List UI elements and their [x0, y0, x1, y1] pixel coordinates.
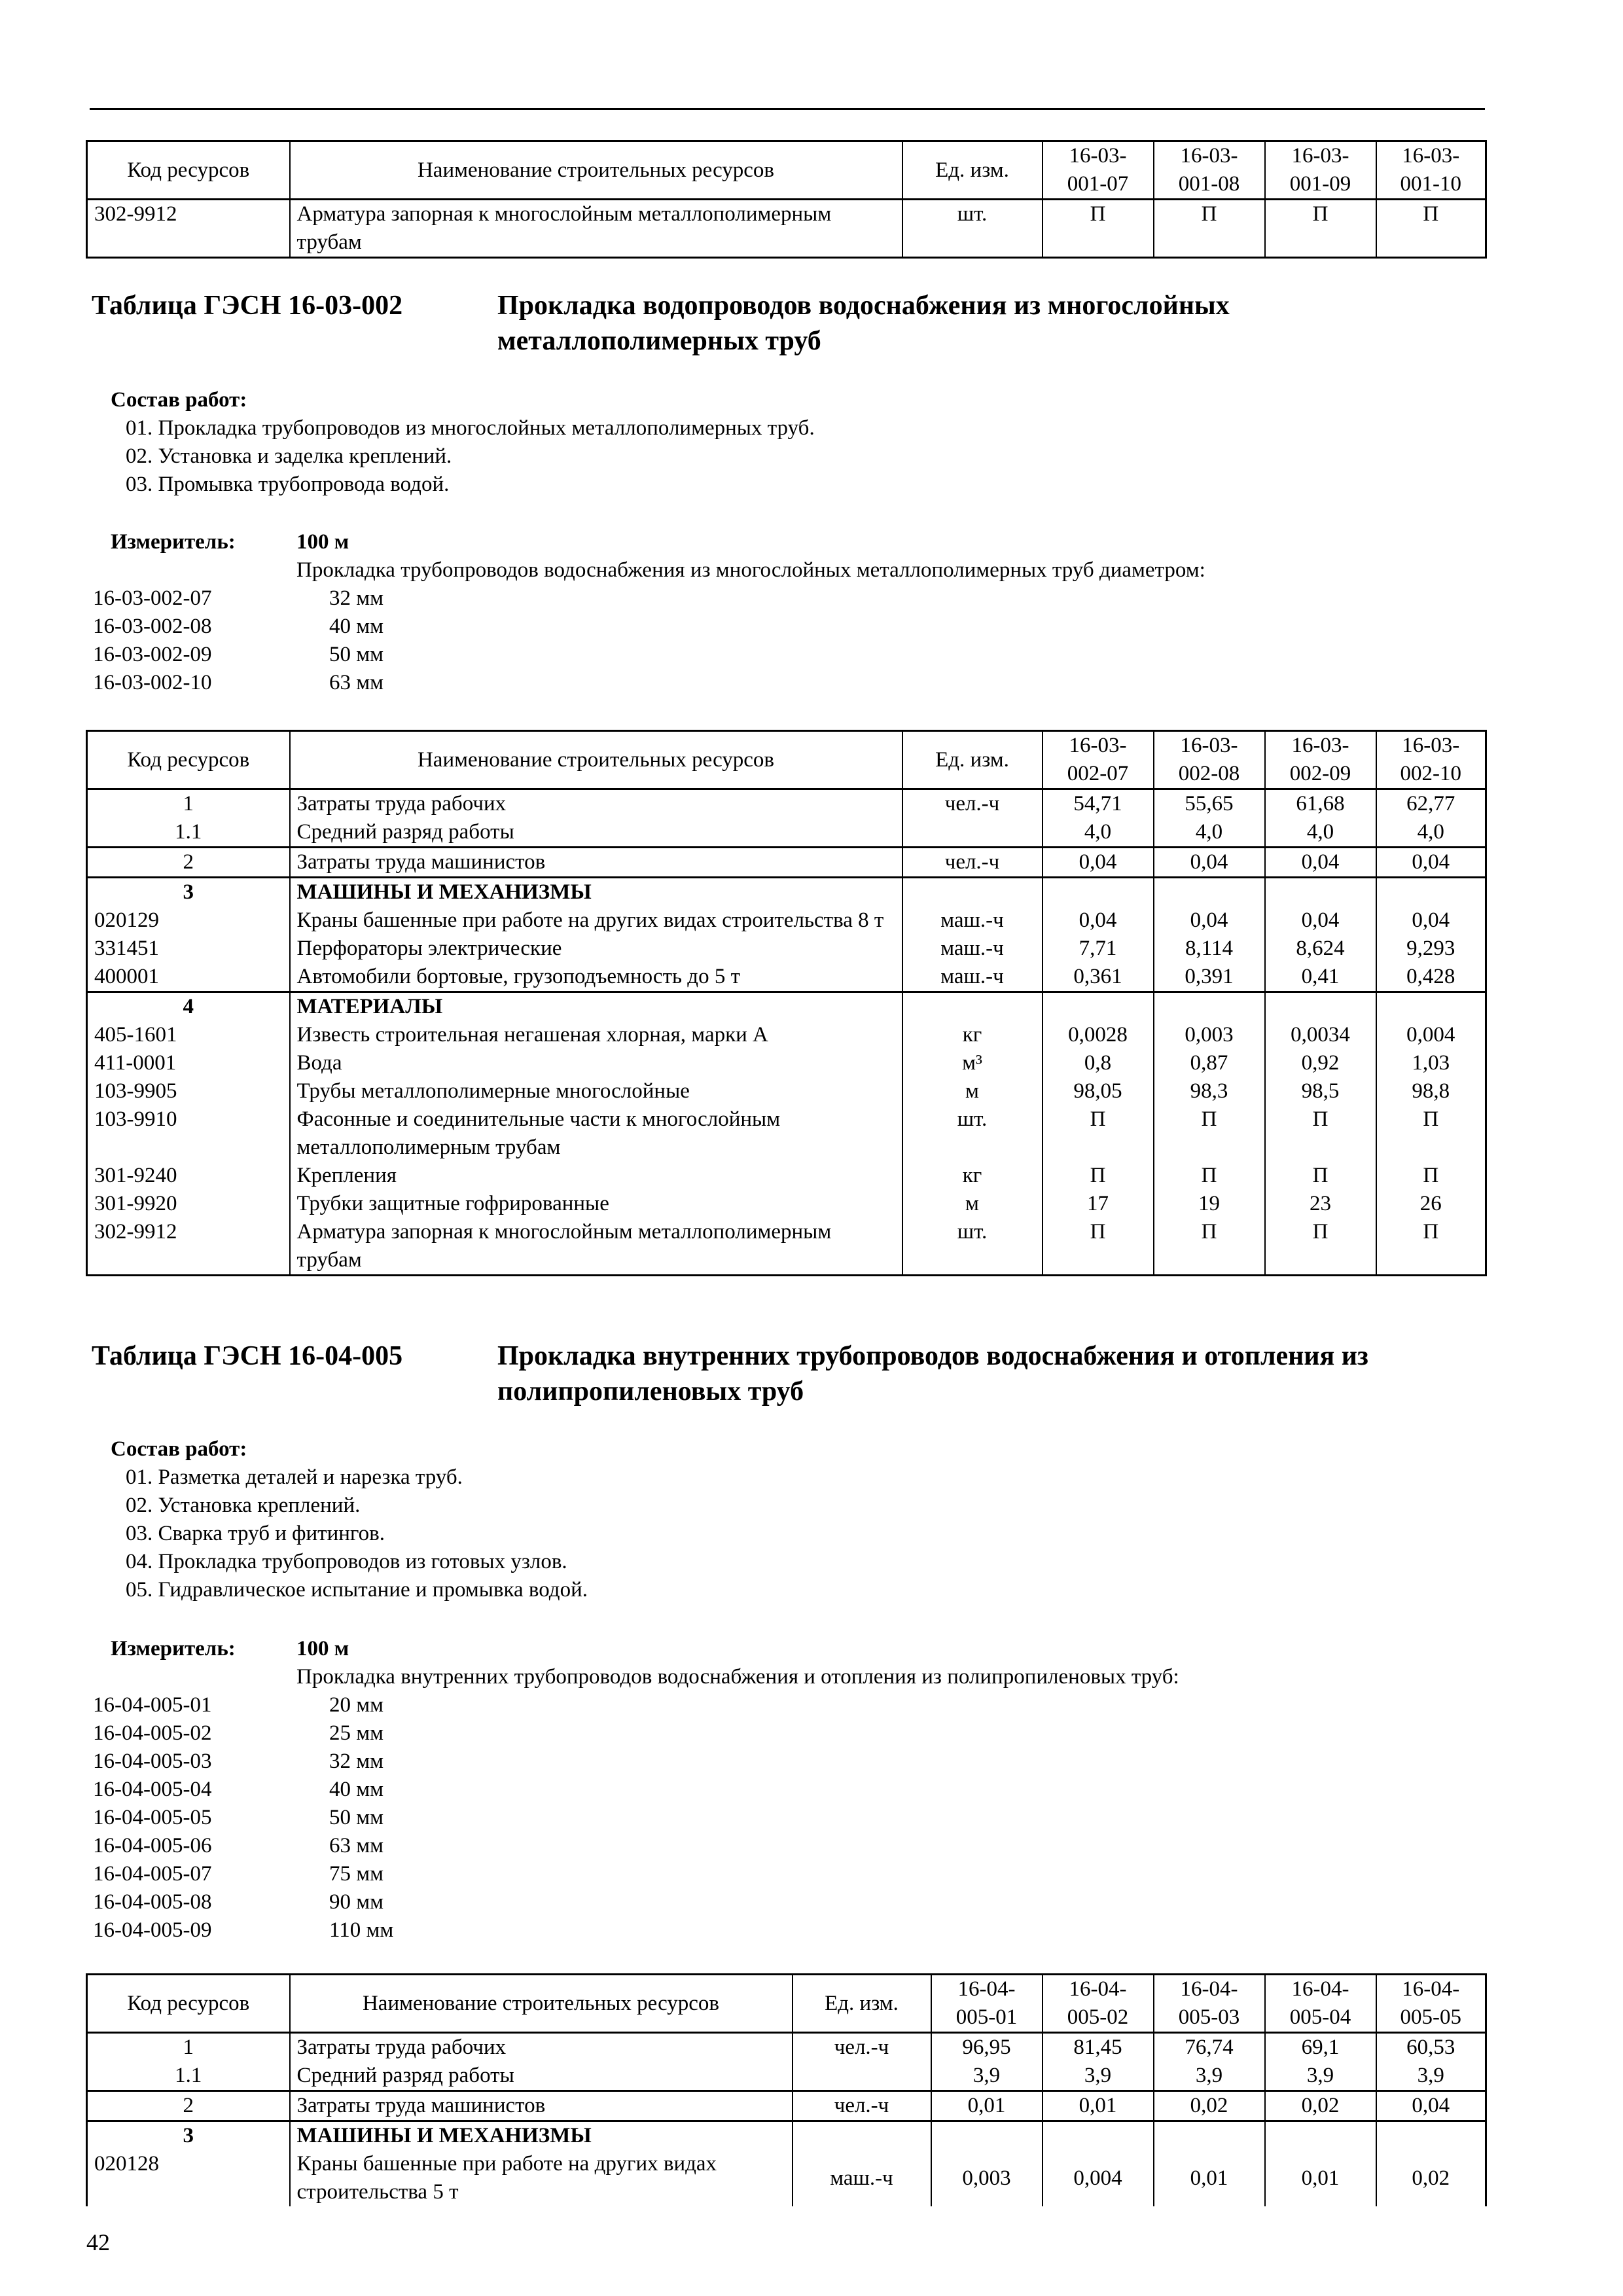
resource-unit: [902, 992, 1043, 1022]
table-number: Таблица ГЭСН 16-04-005: [92, 1341, 403, 1371]
header-norm: 16-04- 005-05: [1376, 1975, 1486, 2033]
table-row: [87, 878, 1486, 907]
resource-name: Средний разряд работы: [290, 818, 902, 848]
resource-value: [1376, 2121, 1486, 2151]
resource-name: Затраты труда машинистов: [290, 848, 902, 878]
resource-name: МАШИНЫ И МЕХАНИЗМЫ: [290, 878, 902, 907]
resource-unit: маш.-ч: [902, 935, 1043, 963]
resource-unit: кг: [902, 1021, 1043, 1049]
resource-code: 103-9905: [87, 1077, 290, 1105]
resource-unit: [793, 2062, 931, 2091]
continuation-table: [86, 140, 1487, 259]
table-row: [87, 1190, 1486, 1218]
resource-value: 8,114: [1154, 935, 1265, 963]
resource-name: Трубы металлополимерные многослойные: [290, 1077, 902, 1105]
resource-value: 0,02: [1376, 2150, 1486, 2206]
norm-code: 16-04-005-07: [93, 1862, 212, 1886]
resource-value: 98,3: [1154, 1077, 1265, 1105]
resource-code: 1: [87, 2033, 290, 2062]
resource-value: 17: [1043, 1190, 1154, 1218]
norm-diameter: 63 мм: [329, 671, 384, 694]
resource-code: 2: [87, 848, 290, 878]
resource-code: 4: [87, 992, 290, 1022]
resource-value: 0,0028: [1043, 1021, 1154, 1049]
resource-value: П: [1154, 1105, 1265, 1162]
norm-code: 16-03-002-07: [93, 586, 212, 610]
norm-code: 16-04-005-02: [93, 1721, 212, 1745]
resource-value: [1265, 2121, 1376, 2151]
norm-diameter: 25 мм: [329, 1721, 384, 1745]
resource-name: Фасонные и соединительные части к многослойным металлополимерным трубам: [290, 1105, 902, 1162]
resource-value: 0,04: [1376, 2091, 1486, 2121]
norm-code: 16-04-005-09: [93, 1918, 212, 1942]
resource-unit: чел.-ч: [902, 789, 1043, 819]
resource-value: П: [1376, 200, 1486, 258]
resource-value: [1154, 2121, 1265, 2151]
resource-value: 0,04: [1154, 906, 1265, 935]
resource-unit: шт.: [902, 200, 1043, 258]
resource-value: 55,65: [1154, 789, 1265, 819]
composition-item: 04. Прокладка трубопроводов из готовых узлов.: [126, 1550, 567, 1573]
resource-code: 331451: [87, 935, 290, 963]
table-row: [87, 1049, 1486, 1077]
resource-value: П: [1265, 1218, 1376, 1276]
composition-item: 02. Установка креплений.: [126, 1494, 361, 1517]
resource-unit: м: [902, 1190, 1043, 1218]
resource-code: 1.1: [87, 818, 290, 848]
resource-value: 0,004: [1376, 1021, 1486, 1049]
resource-value: 61,68: [1265, 789, 1376, 819]
resource-code: 020129: [87, 906, 290, 935]
table-heading: [92, 1338, 1486, 1410]
resource-value: 4,0: [1376, 818, 1486, 848]
resource-value: 98,5: [1265, 1077, 1376, 1105]
resource-value: П: [1376, 1218, 1486, 1276]
header-norm: 16-03- 001-07: [1043, 141, 1154, 200]
resource-value: 98,8: [1376, 1077, 1486, 1105]
resource-value: 0,01: [1265, 2150, 1376, 2206]
table-row: [87, 2033, 1486, 2062]
norm-code: 16-03-002-09: [93, 643, 212, 666]
resource-unit: м: [902, 1077, 1043, 1105]
norm-diameter: 40 мм: [329, 615, 384, 638]
table-title: Прокладка внутренних трубопроводов водоснабжения и отопления из полипропиленовых труб: [497, 1341, 1368, 1407]
table-number: Таблица ГЭСН 16-03-002: [92, 291, 403, 321]
resource-value: 96,95: [931, 2033, 1043, 2062]
resource-unit: [902, 878, 1043, 907]
composition-label: Состав работ:: [111, 388, 247, 412]
resource-code: 1: [87, 789, 290, 819]
table-row: [87, 818, 1486, 848]
norm-diameter: 110 мм: [329, 1918, 394, 1942]
table-row: [87, 1021, 1486, 1049]
resource-code: 3: [87, 2121, 290, 2151]
resource-value: 0,8: [1043, 1049, 1154, 1077]
resource-value: 0,428: [1376, 963, 1486, 992]
resource-value: П: [1265, 1162, 1376, 1190]
resource-name: Затраты труда рабочих: [290, 789, 902, 819]
resource-value: 0,003: [1154, 1021, 1265, 1049]
resource-value: 3,9: [1154, 2062, 1265, 2091]
page-number: 42: [86, 2229, 110, 2255]
resource-code: 103-9910: [87, 1105, 290, 1162]
header-norm: 16-03- 002-08: [1154, 731, 1265, 789]
norm-code: 16-04-005-01: [93, 1693, 212, 1717]
resource-value: 26: [1376, 1190, 1486, 1218]
resource-value: 0,04: [1154, 848, 1265, 878]
resource-value: 3,9: [1043, 2062, 1154, 2091]
resource-value: [1154, 992, 1265, 1022]
table-row: [87, 2150, 1486, 2206]
resource-name: Краны башенные при работе на других видах строительства 5 т: [290, 2150, 793, 2206]
resource-value: 81,45: [1043, 2033, 1154, 2062]
resource-value: П: [1154, 1218, 1265, 1276]
resource-value: 0,004: [1043, 2150, 1154, 2206]
norm-diameter: 90 мм: [329, 1890, 384, 1914]
resource-value: 9,293: [1376, 935, 1486, 963]
norm-code: 16-04-005-03: [93, 1749, 212, 1773]
resource-code: 020128: [87, 2150, 290, 2206]
resource-code: 411-0001: [87, 1049, 290, 1077]
resource-name: Арматура запорная к многослойным металлополимерным трубам: [290, 1218, 902, 1276]
norm-code: 16-03-002-10: [93, 671, 212, 694]
resource-unit: шт.: [902, 1105, 1043, 1162]
meter-label: Измеритель:: [111, 530, 236, 554]
resource-value: 3,9: [931, 2062, 1043, 2091]
resource-value: 0,04: [1376, 906, 1486, 935]
resource-table: [86, 730, 1487, 1276]
resource-value: 0,04: [1043, 848, 1154, 878]
resource-value: 0,87: [1154, 1049, 1265, 1077]
resource-value: 0,361: [1043, 963, 1154, 992]
resource-value: 0,01: [1154, 2150, 1265, 2206]
resource-value: П: [1376, 1162, 1486, 1190]
resource-unit: шт.: [902, 1218, 1043, 1276]
resource-value: П: [1043, 1218, 1154, 1276]
resource-unit: чел.-ч: [793, 2033, 931, 2062]
resource-value: [1043, 992, 1154, 1022]
resource-unit: чел.-ч: [902, 848, 1043, 878]
table-row: [87, 2121, 1486, 2151]
norm-diameter: 50 мм: [329, 1806, 384, 1829]
work-composition: [90, 386, 1485, 700]
header-name: Наименование строительных ресурсов: [290, 731, 902, 789]
resource-unit: кг: [902, 1162, 1043, 1190]
table-row: [87, 1077, 1486, 1105]
resource-code: 400001: [87, 963, 290, 992]
resource-value: 19: [1154, 1190, 1265, 1218]
header-norm: 16-03- 002-10: [1376, 731, 1486, 789]
composition-item: 03. Промывка трубопровода водой.: [126, 473, 450, 496]
meter-value: 100 м: [296, 530, 349, 554]
meter-description: Прокладка внутренних трубопроводов водоснабжения и отопления из полипропиленовых труб:: [296, 1665, 1179, 1689]
norm-diameter: 50 мм: [329, 643, 384, 666]
resource-value: 69,1: [1265, 2033, 1376, 2062]
header-code: Код ресурсов: [87, 1975, 290, 2033]
resource-table: [86, 1973, 1487, 2206]
resource-value: [1154, 878, 1265, 907]
resource-value: [1043, 878, 1154, 907]
composition-label: Состав работ:: [111, 1437, 247, 1461]
resource-value: 4,0: [1265, 818, 1376, 848]
top-rule: [90, 108, 1485, 110]
norm-diameter: 32 мм: [329, 1749, 384, 1773]
table-row: [87, 906, 1486, 935]
resource-value: 0,04: [1265, 906, 1376, 935]
table-row: [87, 789, 1486, 819]
resource-value: 0,02: [1265, 2091, 1376, 2121]
header-norm: 16-04- 005-01: [931, 1975, 1043, 2033]
resource-name: Известь строительная негашеная хлорная, марки А: [290, 1021, 902, 1049]
norm-code: 16-04-005-08: [93, 1890, 212, 1914]
table-row: [87, 935, 1486, 963]
resource-value: 76,74: [1154, 2033, 1265, 2062]
resource-code: 2: [87, 2091, 290, 2121]
resource-value: П: [1265, 200, 1376, 258]
resource-code: 302-9912: [87, 1218, 290, 1276]
table-row: [87, 992, 1486, 1022]
resource-value: [1376, 992, 1486, 1022]
resource-code: 301-9920: [87, 1190, 290, 1218]
resource-name: Затраты труда рабочих: [290, 2033, 793, 2062]
table-row: [87, 963, 1486, 992]
meter-label: Измеритель:: [111, 1637, 236, 1660]
norm-diameter: 32 мм: [329, 586, 384, 610]
header-norm: 16-04- 005-04: [1265, 1975, 1376, 2033]
norm-code: 16-04-005-06: [93, 1834, 212, 1857]
table-row: [87, 848, 1486, 878]
resource-code: 302-9912: [87, 200, 290, 258]
resource-value: [1043, 2121, 1154, 2151]
table-row: [87, 1218, 1486, 1276]
header-unit: Ед. изм.: [902, 731, 1043, 789]
composition-item: 01. Прокладка трубопроводов из многослойных металлополимерных труб.: [126, 416, 815, 440]
header-name: Наименование строительных ресурсов: [290, 141, 902, 200]
table-row: [87, 1105, 1486, 1162]
resource-value: П: [1154, 200, 1265, 258]
norm-code: 16-04-005-05: [93, 1806, 212, 1829]
resource-value: 98,05: [1043, 1077, 1154, 1105]
resource-value: [1265, 878, 1376, 907]
resource-value: П: [1043, 1162, 1154, 1190]
meter-value: 100 м: [296, 1637, 349, 1660]
resource-value: П: [1043, 1105, 1154, 1162]
composition-item: 02. Установка и заделка креплений.: [126, 444, 452, 468]
resource-unit: м³: [902, 1049, 1043, 1077]
resource-name: МАШИНЫ И МЕХАНИЗМЫ: [290, 2121, 793, 2151]
resource-value: 8,624: [1265, 935, 1376, 963]
resource-unit: чел.-ч: [793, 2091, 931, 2121]
resource-value: 0,01: [1043, 2091, 1154, 2121]
resource-code: 1.1: [87, 2062, 290, 2091]
resource-value: П: [1376, 1105, 1486, 1162]
resource-value: 54,71: [1043, 789, 1154, 819]
resource-value: 1,03: [1376, 1049, 1486, 1077]
resource-unit: [902, 818, 1043, 848]
header-norm: 16-03- 001-08: [1154, 141, 1265, 200]
resource-code: 3: [87, 878, 290, 907]
resource-value: 0,003: [931, 2150, 1043, 2206]
header-norm: 16-03- 002-09: [1265, 731, 1376, 789]
header-norm: 16-04- 005-03: [1154, 1975, 1265, 2033]
header-unit: Ед. изм.: [902, 141, 1043, 200]
header-name: Наименование строительных ресурсов: [290, 1975, 793, 2033]
resource-value: 3,9: [1265, 2062, 1376, 2091]
header-code: Код ресурсов: [87, 731, 290, 789]
resource-value: 0,04: [1265, 848, 1376, 878]
resource-value: П: [1154, 1162, 1265, 1190]
table-row: [87, 2091, 1486, 2121]
resource-value: П: [1043, 200, 1154, 258]
resource-unit: маш.-ч: [902, 963, 1043, 992]
table-row: [87, 1162, 1486, 1190]
resource-name: Средний разряд работы: [290, 2062, 793, 2091]
resource-value: [931, 2121, 1043, 2151]
resource-name: Арматура запорная к многослойным металлополимерным трубам: [290, 200, 902, 258]
norm-diameter: 20 мм: [329, 1693, 384, 1717]
resource-name: МАТЕРИАЛЫ: [290, 992, 902, 1022]
composition-item: 05. Гидравлическое испытание и промывка водой.: [126, 1578, 588, 1602]
composition-item: 01. Разметка деталей и нарезка труб.: [126, 1465, 463, 1489]
composition-item: 03. Сварка труб и фитингов.: [126, 1522, 385, 1545]
header-norm: 16-03- 001-09: [1265, 141, 1376, 200]
norm-code: 16-03-002-08: [93, 615, 212, 638]
resource-value: [1376, 878, 1486, 907]
resource-value: П: [1265, 1105, 1376, 1162]
resource-code: 405-1601: [87, 1021, 290, 1049]
header-code: Код ресурсов: [87, 141, 290, 200]
header-norm: 16-03- 002-07: [1043, 731, 1154, 789]
resource-value: 0,41: [1265, 963, 1376, 992]
resource-value: 60,53: [1376, 2033, 1486, 2062]
norm-code: 16-04-005-04: [93, 1778, 212, 1801]
resource-unit: маш.-ч: [902, 906, 1043, 935]
table-row: [87, 200, 1486, 258]
norm-diameter: 63 мм: [329, 1834, 384, 1857]
resource-name: Трубки защитные гофрированные: [290, 1190, 902, 1218]
resource-value: 0,04: [1043, 906, 1154, 935]
header-norm: 16-03- 001-10: [1376, 141, 1486, 200]
resource-value: 4,0: [1043, 818, 1154, 848]
resource-value: 0,391: [1154, 963, 1265, 992]
resource-value: 7,71: [1043, 935, 1154, 963]
resource-value: 0,02: [1154, 2091, 1265, 2121]
meter-description: Прокладка трубопроводов водоснабжения из многослойных металлополимерных труб диаметром:: [296, 558, 1205, 582]
resource-value: 0,04: [1376, 848, 1486, 878]
header-unit: Ед. изм.: [793, 1975, 931, 2033]
table-row: [87, 2062, 1486, 2091]
resource-value: 23: [1265, 1190, 1376, 1218]
resource-name: Перфораторы электрические: [290, 935, 902, 963]
resource-value: 0,0034: [1265, 1021, 1376, 1049]
resource-value: 4,0: [1154, 818, 1265, 848]
resource-value: [1265, 992, 1376, 1022]
resource-name: Вода: [290, 1049, 902, 1077]
resource-code: 301-9240: [87, 1162, 290, 1190]
resource-name: Затраты труда машинистов: [290, 2091, 793, 2121]
resource-value: 3,9: [1376, 2062, 1486, 2091]
header-norm: 16-04- 005-02: [1043, 1975, 1154, 2033]
resource-value: 0,01: [931, 2091, 1043, 2121]
work-composition: [90, 1435, 1485, 1946]
resource-name: Краны башенные при работе на других видах строительства 8 т: [290, 906, 902, 935]
resource-name: Крепления: [290, 1162, 902, 1190]
resource-value: 0,92: [1265, 1049, 1376, 1077]
table-heading: [92, 288, 1486, 360]
norm-diameter: 75 мм: [329, 1862, 384, 1886]
norm-diameter: 40 мм: [329, 1778, 384, 1801]
resource-unit: маш.-ч: [793, 2150, 931, 2206]
resource-unit: [793, 2121, 931, 2151]
resource-name: Автомобили бортовые, грузоподъемность до 5 т: [290, 963, 902, 992]
table-title: Прокладка водопроводов водоснабжения из многослойных металлополимерных труб: [497, 291, 1230, 356]
resource-value: 62,77: [1376, 789, 1486, 819]
